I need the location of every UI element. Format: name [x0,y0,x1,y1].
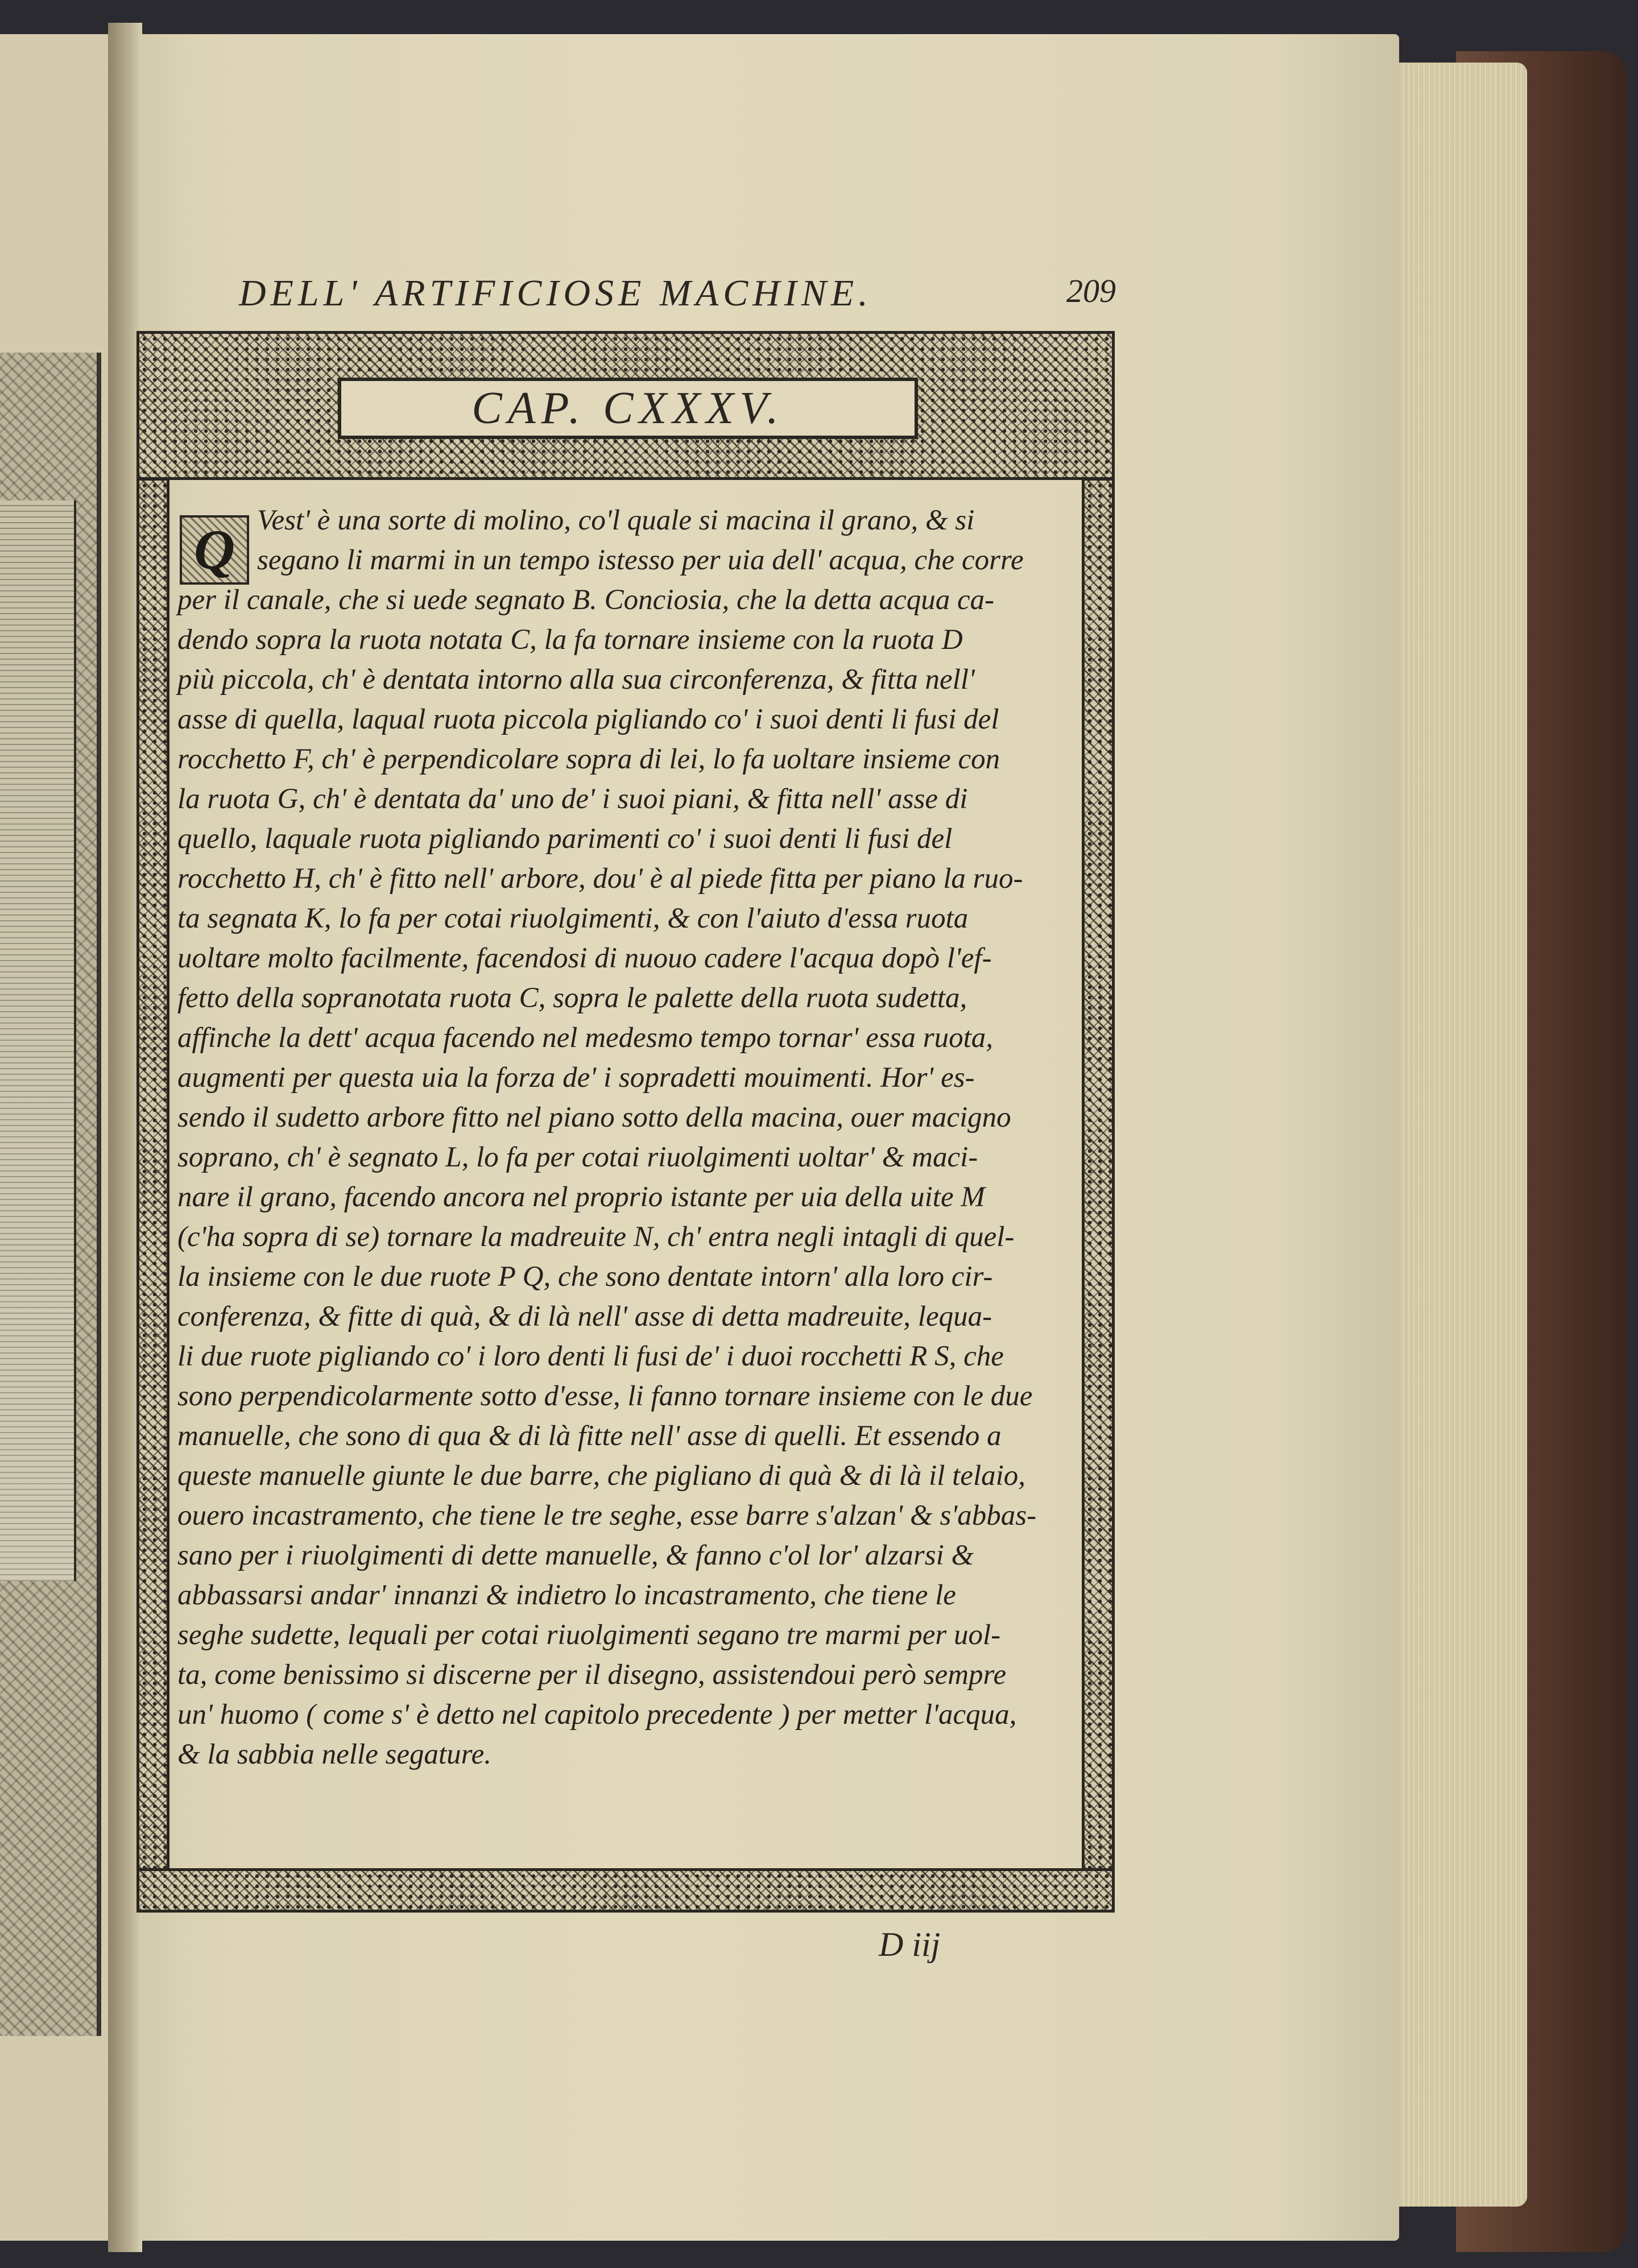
ornamental-border-left [136,478,169,1871]
text-line: ta, come benissimo si discerne per il disegno, assistendoui però sempre [177,1659,1007,1691]
text-line: & la sabbia nelle segature. [177,1739,491,1770]
text-line: (c'ha sopra di se) tornare la madreuite N, ch' entra negli intagli di quel- [177,1221,1015,1253]
text-line: asse di quella, laqual ruota piccola pigliando co' i suoi denti li fusi del [177,703,999,735]
ornamental-border-right [1082,478,1115,1871]
text-line: sono perpendicolarmente sotto d'esse, li fanno tornare insieme con le due [177,1380,1033,1412]
body-text [177,500,1076,1854]
text-line: ta segnata K, lo fa per cotai riuolgimenti, & con l'aiuto d'essa ruota [177,903,969,934]
ornamental-border-bottom [136,1868,1115,1913]
text-line: dendo sopra la ruota notata C, la fa tornare insieme con la ruota D [177,624,963,656]
page-fore-edge [1385,63,1527,2207]
text-line: sendo il sudetto arbore fitto nel piano sotto della macina, ouer macigno [177,1102,1011,1133]
running-head: DELL' ARTIFICIOSE MACHINE. [239,272,872,314]
text-line: quello, laquale ruota pigliando parimenti co' i suoi denti li fusi del [177,823,953,855]
text-line: nare il grano, facendo ancora nel proprio istante per uia della uite M [177,1181,985,1213]
left-page [0,34,119,2241]
text-line: abbassarsi andar' innanzi & indietro lo incastramento, che tiene le [177,1579,956,1611]
text-line: manuelle, che sono di qua & di là fitte nell' asse di quelli. Et essendo a [177,1420,1002,1452]
text-line: conferenza, & fitte di quà, & di là nell' asse di detta madreuite, lequa- [177,1301,992,1332]
text-line: per il canale, che si uede segnato B. Conciosia, che la detta acqua ca- [177,584,995,616]
text-line: più piccola, ch' è dentata intorno alla sua circonferenza, & fitta nell' [177,664,975,696]
text-line: un' huomo ( come s' è detto nel capitolo precedente ) per metter l'acqua, [177,1699,1017,1731]
text-line: seghe sudette, lequali per cotai riuolgimenti segano tre marmi per uol- [177,1619,1001,1651]
text-line: li due ruote pigliando co' i loro denti li fusi de' i duoi rocchetti R S, che [177,1340,1004,1372]
text-line: ouero incastramento, che tiene le tre seghe, esse barre s'alzan' & s'abbas- [177,1500,1037,1532]
text-line: affinche la dett' acqua facendo nel medesmo tempo tornar' essa ruota, [177,1022,994,1054]
left-page-engraving-detail [0,500,76,1581]
page-number: 209 [1066,272,1116,309]
text-line: uoltare molto facilmente, facendosi di nuouo cadere l'acqua dopò l'ef- [177,942,992,974]
text-line: soprano, ch' è segnato L, lo fa per cotai riuolgimenti uoltar' & maci- [177,1141,978,1173]
chapter-title-box [338,378,918,439]
drop-cap: Q [180,515,249,585]
text-line: fetto della sopranotata ruota C, sopra le palette della ruota sudetta, [177,982,967,1014]
text-line: la insieme con le due ruote P Q, che sono dentate intorn' alla loro cir- [177,1261,993,1293]
text-line: Vest' è una sorte di molino, co'l quale si macina il grano, & si [257,504,975,536]
text-line: sano per i riuolgimenti di dette manuelle, & fanno c'ol lor' alzarsi & [177,1539,974,1571]
signature-mark: D iij [879,1926,941,1963]
text-line: la ruota G, ch' è dentata da' uno de' i suoi piani, & fitta nell' asse di [177,783,968,815]
text-line: segano li marmi in un tempo istesso per uia dell' acqua, che corre [257,544,1024,576]
text-line: rocchetto H, ch' è fitto nell' arbore, dou' è al piede fitta per piano la ruo- [177,863,1023,895]
text-line: augmenti per questa uia la forza de' i sopradetti mouimenti. Hor' es- [177,1062,975,1094]
text-line: rocchetto F, ch' è perpendicolare sopra di lei, lo fa uoltare insieme con [177,743,1000,775]
chapter-title: CAP. CXXXV. [471,383,784,433]
text-line: queste manuelle giunte le due barre, che pigliano di quà & di là il telaio, [177,1460,1026,1492]
